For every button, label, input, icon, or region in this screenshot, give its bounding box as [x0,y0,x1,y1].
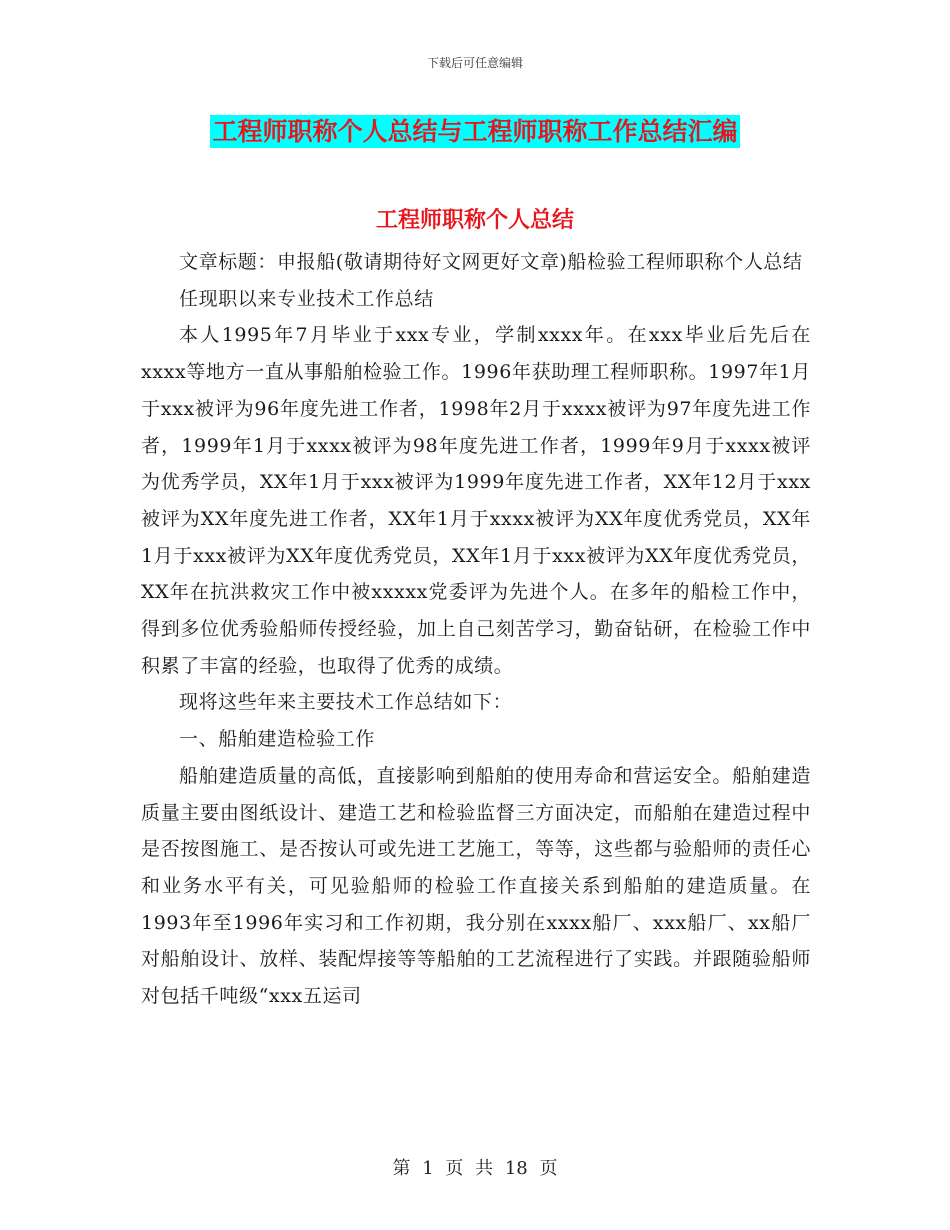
page-header-note: 下载后可任意编辑 [426,56,523,70]
document-title-text: 工程师职称个人总结与工程师职称工作总结汇编 [212,117,738,146]
paragraph-article-title: 文章标题：申报船(敬请期待好文网更好文章)船检验工程师职称个人总结 [179,251,803,273]
paragraph-section-one-heading: 一、船舶建造检验工作 [179,728,376,751]
paragraph-construction-inspection: 船舶建造质量的高低，直接影响到船舶的使用寿命和营运安全。船舶建造质量主要由图纸设计、建造工艺和检验监督三方面决定，而船舶在建造过程中是否按图施工、是否按认可或先进工艺施工，等等，这些都与验船师的责任心和业务水平有关，可见验船师的检验工作直接关系到船舶的建造质量。在1993年至1996年实习和工作初期，我分别在xxxx船厂、xxx船厂、xx船厂对船舶设计、放样、装配焊接等等船舶的工艺流程进行了实践。并跟随验船师对包括千吨级“xxx五运司 [141,764,811,1008]
paragraph-bio: 本人1995年7月毕业于xxx专业，学制xxxx年。在xxx毕业后先后在xxxx等地方一直从事船舶检验工作。1996年获助理工程师职称。1997年1月于xxx被评为96年度先进工作者，1998年2月于xxxx被评为97年度先进工作者，1999年1月于xxxx被评为98年度先进工作者，1999年9月于xxxx被评为优秀学员，XX年1月于xxx被评为1999年度先进工作者，XX年12月于xxx被评为XX年度先进工作者，XX年1月于xxxx被评为XX年度优秀党员，XX年1月于xxx被评为XX年度优秀党员，XX年1月于xxx被评为XX年度优秀党员，XX年在抗洪救灾工作中被xxxxx党委评为先进个人。在多年的船检工作中，得到多位优秀验船师传授经验，加上自己刻苦学习，勤奋钻研，在检验工作中积累了丰富的经验，也取得了优秀的成绩。 [141,324,811,677]
page-number-footer: 第 1 页 共 18 页 [392,1158,558,1179]
document-title [0,112,950,148]
paragraph-heading-summary: 任现职以来专业技术工作总结 [179,287,434,310]
paragraph-intro-list: 现将这些年来主要技术工作总结如下： [179,691,513,714]
section-title: 工程师职称个人总结 [375,208,574,233]
document-body [141,244,811,1015]
